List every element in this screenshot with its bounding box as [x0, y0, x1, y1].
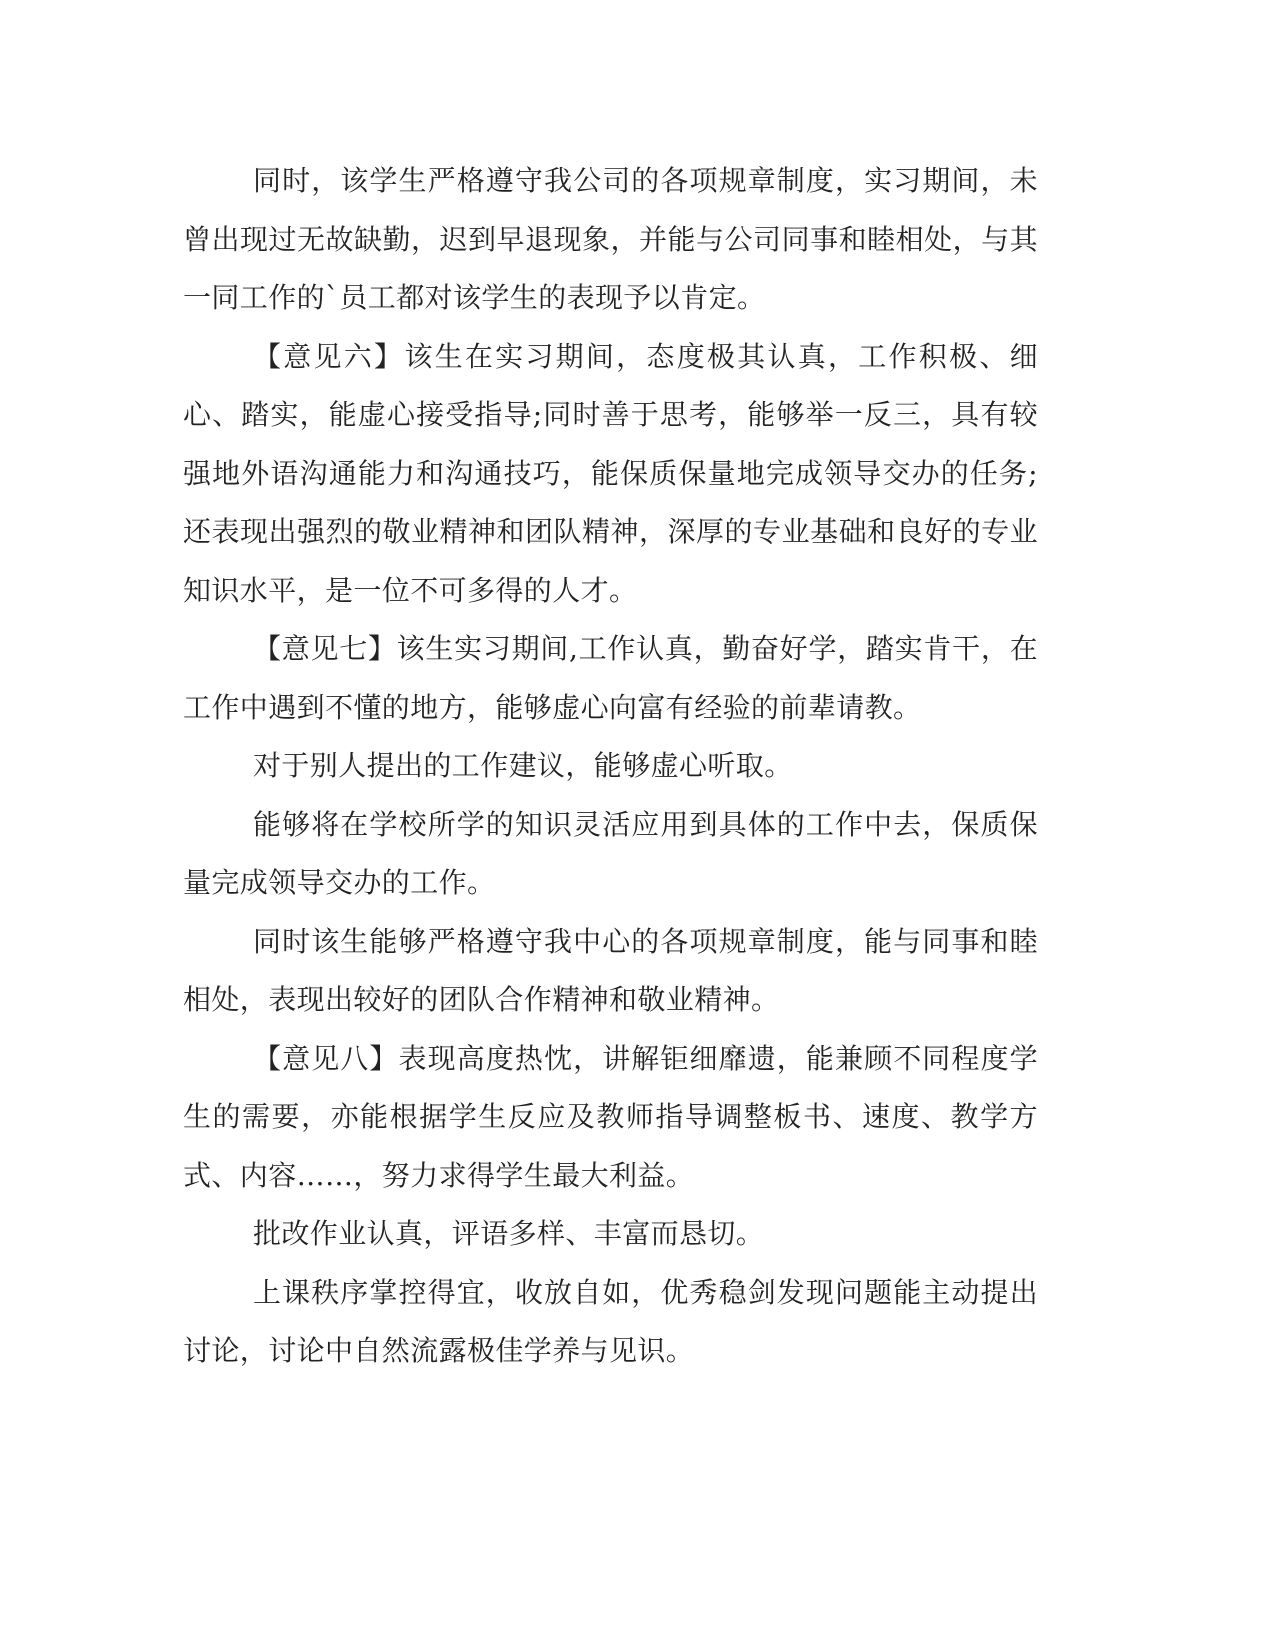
document-body — [183, 152, 1038, 1381]
paragraph-grading: 批改作业认真，评语多样、丰富而恳切。 — [253, 1217, 765, 1250]
paragraph-opinion-six: 【意见六】该生在实习期间，态度极其认真，工作积极、细心、踏实，能虚心接受指导;同时善于思考，能够举一反三，具有较强地外语沟通能力和沟通技巧，能保质保量地完成领导交办的任务;还表现出强烈的敬业精神和团队精神，深厚的专业基础和良好的专业知识水平，是一位不可多得的人才。 — [183, 339, 1038, 607]
paragraph-opinion-seven: 【意见七】该生实习期间,工作认真，勤奋好学，踏实肯干，在工作中遇到不懂的地方，能够虚心向富有经验的前辈请教。 — [183, 632, 1038, 724]
paragraph-apply-knowledge: 能够将在学校所学的知识灵活应用到具体的工作中去，保质保量完成领导交办的工作。 — [183, 807, 1038, 899]
paragraph-compliance: 同时，该学生严格遵守我公司的各项规章制度，实习期间，未曾出现过无故缺勤，迟到早退现象，并能与公司同事和睦相处，与其一同工作的`员工都对该学生的表现予以肯定。 — [183, 164, 1038, 314]
paragraph-accept-suggestions: 对于别人提出的工作建议，能够虚心听取。 — [253, 749, 793, 782]
paragraph-teamwork: 同时该生能够严格遵守我中心的各项规章制度，能与同事和睦相处，表现出较好的团队合作精神和敬业精神。 — [183, 924, 1038, 1016]
paragraph-classroom-order: 上课秩序掌控得宜，收放自如，优秀稳剑发现问题能主动提出讨论，讨论中自然流露极佳学养与见识。 — [183, 1275, 1038, 1367]
paragraph-opinion-eight: 【意见八】表现高度热忱，讲解钜细靡遗，能兼顾不同程度学生的需要，亦能根据学生反应及教师指导调整板书、速度、教学方式、内容……，努力求得学生最大利益。 — [183, 1041, 1038, 1192]
